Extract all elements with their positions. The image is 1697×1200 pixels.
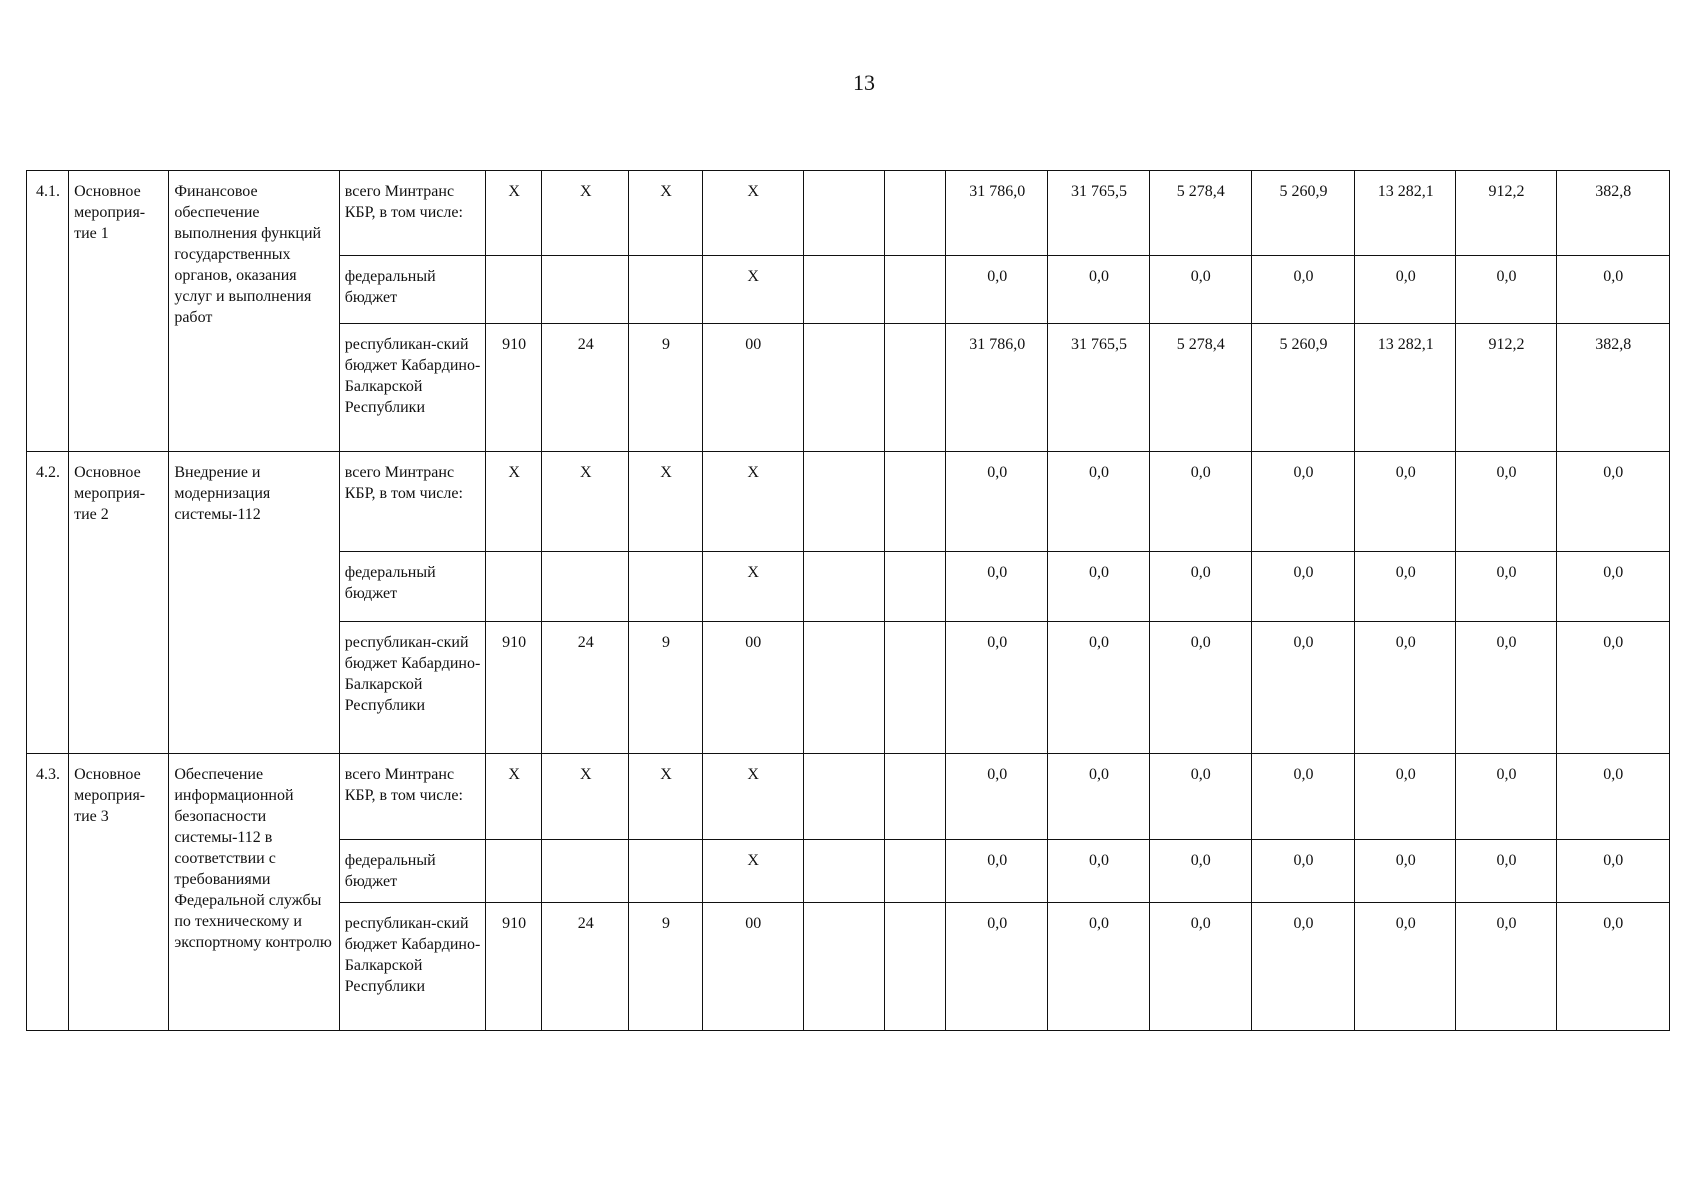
budget-code-cell [885,171,946,256]
amount-cell: 0,0 [1456,552,1556,622]
amount-cell: 382,8 [1556,324,1669,452]
amount-cell: 0,0 [1149,552,1251,622]
budget-code-cell: X [629,452,702,552]
amount-cell: 912,2 [1456,324,1556,452]
budget-code-cell [803,840,884,903]
amount-cell: 0,0 [1556,452,1669,552]
amount-cell: 0,0 [1355,622,1456,754]
amount-cell: 0,0 [1149,754,1251,840]
budget-code-cell [885,324,946,452]
amount-cell: 0,0 [946,452,1048,552]
amount-cell: 0,0 [1355,840,1456,903]
budget-code-cell [803,622,884,754]
amount-cell: 31 765,5 [1048,324,1149,452]
budget-code-cell: 00 [702,903,803,1031]
amount-cell: 5 278,4 [1149,171,1251,256]
budget-code-cell: 24 [542,903,629,1031]
amount-cell: 13 282,1 [1355,171,1456,256]
budget-table [26,170,1670,1031]
amount-cell: 0,0 [1149,903,1251,1031]
amount-cell: 0,0 [946,903,1048,1031]
amount-cell: 0,0 [946,840,1048,903]
budget-code-cell: 910 [486,622,542,754]
amount-cell: 0,0 [1556,754,1669,840]
activity-kind: Основное мероприя-тие 2 [69,452,169,754]
budget-code-cell: X [702,754,803,840]
amount-cell: 0,0 [1251,903,1354,1031]
amount-cell: 0,0 [946,256,1048,324]
amount-cell: 0,0 [1456,452,1556,552]
amount-cell: 0,0 [946,754,1048,840]
budget-code-cell: X [702,256,803,324]
budget-code-cell [486,256,542,324]
budget-code-cell: X [702,171,803,256]
activity-kind: Основное мероприя-тие 1 [69,171,169,452]
funding-source: республикан-ский бюджет Кабардино-Балкарской Республики [339,622,485,754]
budget-code-cell [542,552,629,622]
funding-source: федеральный бюджет [339,840,485,903]
amount-cell: 0,0 [1456,840,1556,903]
budget-code-cell: X [702,552,803,622]
amount-cell: 0,0 [1456,754,1556,840]
amount-cell: 0,0 [1355,256,1456,324]
amount-cell: 382,8 [1556,171,1669,256]
amount-cell: 0,0 [1355,903,1456,1031]
amount-cell: 31 786,0 [946,324,1048,452]
activity-number: 4.2. [27,452,69,754]
budget-code-cell: X [486,171,542,256]
budget-code-cell: X [542,452,629,552]
amount-cell: 0,0 [1048,552,1149,622]
amount-cell: 0,0 [1251,840,1354,903]
amount-cell: 0,0 [1251,552,1354,622]
table-row [27,754,1670,840]
budget-code-cell: 00 [702,324,803,452]
budget-code-cell [885,622,946,754]
amount-cell: 0,0 [1355,452,1456,552]
amount-cell: 31 765,5 [1048,171,1149,256]
budget-code-cell: X [629,171,702,256]
amount-cell: 0,0 [946,552,1048,622]
budget-code-cell: X [542,171,629,256]
budget-code-cell [629,256,702,324]
budget-code-cell [803,256,884,324]
budget-code-cell: 00 [702,622,803,754]
amount-cell: 0,0 [1149,840,1251,903]
amount-cell: 0,0 [1556,552,1669,622]
amount-cell: 0,0 [1149,622,1251,754]
budget-code-cell [885,256,946,324]
amount-cell: 0,0 [1456,622,1556,754]
budget-code-cell [803,903,884,1031]
amount-cell: 0,0 [1048,452,1149,552]
amount-cell: 5 260,9 [1251,171,1354,256]
amount-cell: 5 260,9 [1251,324,1354,452]
activity-number: 4.3. [27,754,69,1031]
funding-source: всего Минтранс КБР, в том числе: [339,754,485,840]
budget-code-cell [885,754,946,840]
budget-code-cell [885,903,946,1031]
amount-cell: 5 278,4 [1149,324,1251,452]
budget-code-cell [803,552,884,622]
budget-code-cell [629,552,702,622]
budget-code-cell [885,840,946,903]
budget-code-cell [542,256,629,324]
budget-code-cell [885,552,946,622]
page-number: 13 [853,70,875,95]
activity-name: Финансовое обеспечение выполнения функций государственных органов, оказания услуг и выполнения работ [169,171,339,452]
amount-cell: 31 786,0 [946,171,1048,256]
budget-code-cell: 910 [486,903,542,1031]
budget-code-cell [803,324,884,452]
budget-code-cell [486,552,542,622]
budget-code-cell: 24 [542,324,629,452]
funding-source: федеральный бюджет [339,256,485,324]
amount-cell: 0,0 [1149,256,1251,324]
amount-cell: 13 282,1 [1355,324,1456,452]
activity-number: 4.1. [27,171,69,452]
budget-code-cell [629,840,702,903]
amount-cell: 0,0 [1048,622,1149,754]
activity-name: Внедрение и модернизация системы-112 [169,452,339,754]
budget-code-cell [486,840,542,903]
budget-code-cell: 9 [629,324,702,452]
activity-kind: Основное мероприя-тие 3 [69,754,169,1031]
amount-cell: 0,0 [1556,622,1669,754]
amount-cell: 0,0 [1251,256,1354,324]
amount-cell: 0,0 [1251,452,1354,552]
budget-code-cell: X [542,754,629,840]
table-row [27,452,1670,552]
amount-cell: 0,0 [1048,903,1149,1031]
budget-code-cell: X [702,840,803,903]
amount-cell: 0,0 [1456,256,1556,324]
amount-cell: 0,0 [1048,256,1149,324]
amount-cell: 0,0 [1556,903,1669,1031]
amount-cell: 0,0 [1251,754,1354,840]
funding-source: республикан-ский бюджет Кабардино-Балкарской Республики [339,903,485,1031]
budget-code-cell [885,452,946,552]
amount-cell: 0,0 [1048,840,1149,903]
amount-cell: 0,0 [1355,754,1456,840]
budget-code-cell: X [486,754,542,840]
budget-code-cell [803,452,884,552]
amount-cell: 0,0 [1251,622,1354,754]
budget-code-cell: 9 [629,903,702,1031]
amount-cell: 0,0 [1048,754,1149,840]
table-body [27,171,1670,1031]
budget-code-cell [803,171,884,256]
budget-code-cell: X [702,452,803,552]
amount-cell: 0,0 [1149,452,1251,552]
amount-cell: 0,0 [1456,903,1556,1031]
amount-cell: 0,0 [946,622,1048,754]
table-row [27,171,1670,256]
activity-name: Обеспечение информационной безопасности системы-112 в соответствии с требованиями Федеральной службы по техническому и экспортному контролю [169,754,339,1031]
budget-code-cell: 9 [629,622,702,754]
budget-code-cell: X [486,452,542,552]
budget-code-cell [803,754,884,840]
amount-cell: 0,0 [1355,552,1456,622]
budget-code-cell: 910 [486,324,542,452]
funding-source: федеральный бюджет [339,552,485,622]
amount-cell: 912,2 [1456,171,1556,256]
funding-source: республикан-ский бюджет Кабардино-Балкарской Республики [339,324,485,452]
funding-source: всего Минтранс КБР, в том числе: [339,452,485,552]
amount-cell: 0,0 [1556,840,1669,903]
amount-cell: 0,0 [1556,256,1669,324]
budget-code-cell: X [629,754,702,840]
funding-source: всего Минтранс КБР, в том числе: [339,171,485,256]
budget-code-cell: 24 [542,622,629,754]
budget-code-cell [542,840,629,903]
